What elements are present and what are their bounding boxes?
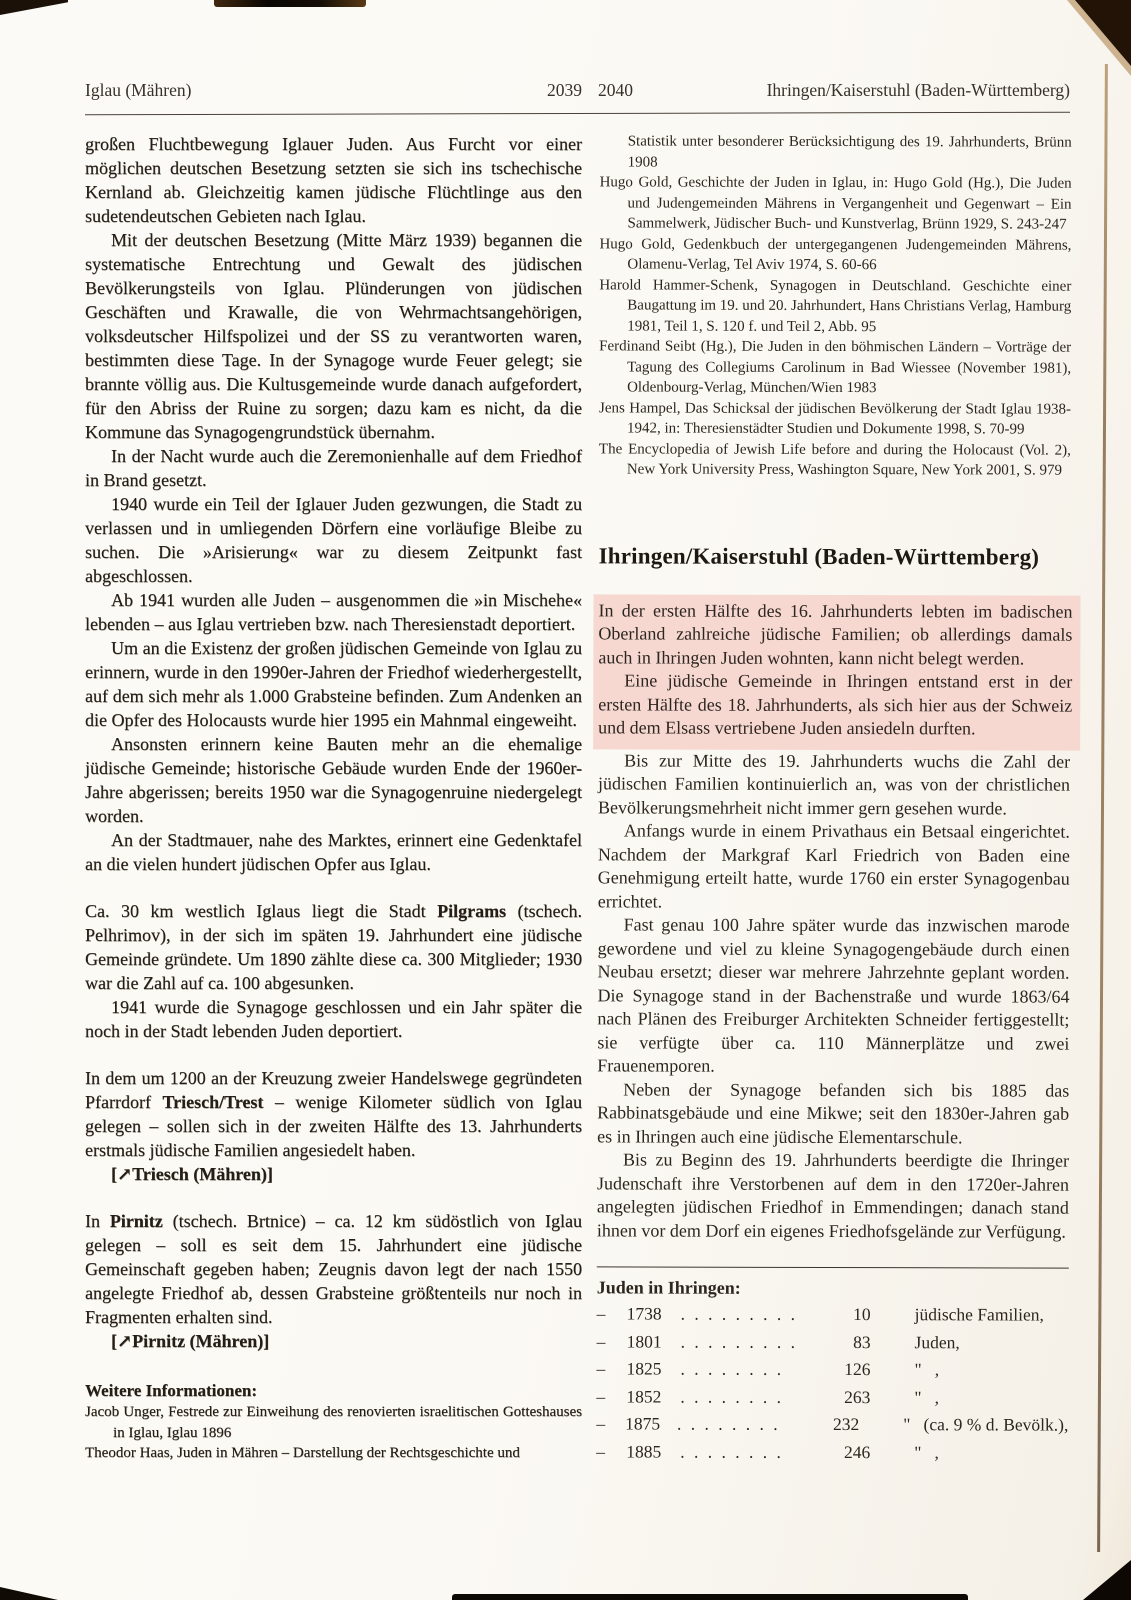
bibliography-entry: Jacob Unger, Festrede zur Einweihung des renovierten israelitischen Gotteshauses in Iglau, Iglau 1896 (85, 1404, 582, 1441)
paragraph: Bis zu Beginn des 19. Jahrhunderts beerdigte die Ihringer Judenschaft ihre Verstorbenen auf dem in den 1720er-Jahren angelegten jüdischen Friedhof in Emmendingen; danach stand ihnen vor dem Dorf ein eigenes Friedhofsgelände zur Verfügung. (596, 1149, 1070, 1242)
page-number-left: 2039 (547, 80, 582, 100)
paragraph-text: In dem um 1200 an der Kreuzung zweier Handelswege gegründeten Pfarrdorf (85, 1068, 582, 1112)
running-head (85, 80, 1070, 101)
running-head-right (598, 80, 1070, 101)
stats-year: 1801 (626, 1330, 662, 1352)
column-right (596, 131, 1071, 1466)
stats-note: jüdische Familien, (914, 1304, 1044, 1325)
stats-count: 246 (844, 1441, 871, 1462)
stats-dash: – (596, 1303, 606, 1324)
stats-note: " , (914, 1386, 940, 1407)
highlighted-paragraph: Eine jüdische Gemeinde in Ihringen entstand erst in der ersten Hälfte des 18. Jahrhunderts, als sich hier aus der Schweiz und dem Elsass vertriebene Juden ansiedeln durften. (598, 670, 1073, 739)
bibliography-entry-continuation: Statistik unter besonderer Berücksichtigung des 19. Jahrhunderts, Brünn 1908 (627, 133, 1072, 171)
header-rule (85, 112, 1070, 116)
stats-leader: . . . . . . . . (676, 1413, 781, 1434)
paragraph-pirnitz (85, 1209, 582, 1329)
stats-note: " , (914, 1359, 940, 1380)
stats-year: 1738 (626, 1303, 662, 1324)
bibliography-entry: Hugo Gold, Geschichte der Juden in Iglau, in: Hugo Gold (Hg.), Die Juden und Judengemeinden Mährens in Vergangenheit und Gegenwart – Ein Sammelwerk, Jüdischer Buch- und Kunstverlag, Brünn 1929, S. 243-247 (599, 174, 1072, 233)
running-head-left (85, 80, 582, 101)
stats-title: Juden in Ihringen: (596, 1277, 741, 1298)
page-number-right: 2040 (598, 80, 633, 100)
stats-row (596, 1383, 1068, 1412)
stats-leader: . . . . . . . . (680, 1441, 784, 1462)
scan-artifact-bottom-left (0, 1587, 58, 1600)
scan-artifact-top-left (0, 0, 68, 15)
paragraph: Fast genau 100 Jahre später wurde das inzwischen marode gewordene und viel zu kleine Synagogengebäude durch einen Neubau ersetzt; dieser war mehrere Jahrzehnte geplant worden. Die Synagoge stand in der Bachenstraße und wurde 1863/64 nach Plänen des Freiburger Architekten Schneider fertiggestellt; sie verfügte über ca. 110 Männerplätze und zwei Frauenemporen. (597, 914, 1070, 1076)
stats-count: 126 (844, 1359, 871, 1380)
stats-row (596, 1410, 1068, 1439)
stats-leader: . . . . . . . . (680, 1358, 784, 1379)
more-info-heading: Weitere Informationen: (85, 1381, 258, 1400)
running-head-right-title: Ihringen/Kaiserstuhl (Baden-Württemberg) (766, 80, 1070, 100)
stats-block (596, 1266, 1069, 1466)
stats-row (596, 1438, 1068, 1467)
entry-term: Pirnitz (109, 1211, 163, 1231)
paragraph: Ansonsten erinnern keine Bauten mehr an die ehemalige jüdische Gemeinde; historische Gebäude wurden Ende der 1960er-Jahre abgerissen; bereits 1950 war die Synagogenruine niedergelegt worden. (85, 734, 582, 826)
stats-count: 232 (832, 1413, 860, 1435)
scan-artifact-bottom-bar (452, 1594, 968, 1600)
scan-artifact-top-bar (214, 0, 366, 7)
running-head-left-title: Iglau (Mähren) (85, 80, 192, 100)
paragraph-text: Ca. 30 km westlich Iglaus liegt die Stadt (85, 901, 438, 921)
stats-dash: – (596, 1358, 606, 1379)
stats-dash: – (596, 1385, 606, 1406)
paragraph-text: (tschech. Brtnice) – ca. 12 km südöstlich von Iglau gelegen – soll es seit dem 15. Jahrhundert eine jüdische Gemeinschaft gegeben haben; Zeugnis davon legt der nach 1550 angelegte Friedhof ab, dessen Grabsteine größtenteils nur noch in Fragmenten erhalten sind. (85, 1211, 582, 1327)
stats-dash: – (596, 1330, 606, 1351)
stats-dash: – (596, 1413, 606, 1434)
stats-year: 1875 (625, 1413, 661, 1434)
paragraph: An der Stadtmauer, nahe des Marktes, erinnert eine Gedenktafel an die vielen hundert jüdischen Opfer aus Iglau. (85, 830, 582, 874)
stats-note: " (ca. 9 % d. Bevölk.), (903, 1414, 1069, 1435)
entry-term: Triesch/Trest (162, 1092, 264, 1112)
paragraph: Um an die Existenz der großen jüdischen Gemeinde von Iglau zu erinnern, wurde in den 1990er-Jahren der Friedhof wiederhergestellt, auf dem sich mehr als 1.000 Grabsteine befinden. Zum Andenken an die Opfer des Holocausts wurde hier 1995 ein Mahnmal eingeweiht. (85, 638, 582, 730)
bibliography-entry: The Encyclopedia of Jewish Life before and during the Holocaust (Vol. 2), New York University Press, Washington Square, New York 2001, S. 979 (598, 440, 1071, 479)
stats-count: 263 (844, 1386, 871, 1407)
paragraph: großen Fluchtbewegung Iglauer Juden. Aus Furcht vor einer möglichen deutschen Besetzung setzten sie sich ins tschechische Kernland ab. Gleichzeitig kamen jüdische Flüchtlinge aus den sudetendeutschen Gebieten nach Iglau. (85, 134, 582, 226)
scan-artifact-top-right-glow (1067, 0, 1131, 76)
bibliography-entry: Theodor Haas, Juden in Mähren – Darstellung der Rechtsgeschichte und (85, 1445, 520, 1461)
stats-leader: . . . . . . . . . (680, 1303, 798, 1324)
stats-dash: – (596, 1440, 606, 1461)
highlighted-paragraph: In der ersten Hälfte des 16. Jahrhunderts lebten im badischen Oberland zahlreiche jüdische Familien; ob allerdings damals auch in Ihringen Juden wohnten, kann nicht belegt werden. (598, 599, 1073, 668)
stats-row (597, 1300, 1069, 1329)
cross-reference-pirnitz: [↗Pirnitz (Mähren)] (111, 1331, 270, 1351)
scan-artifact-top-right (1075, 0, 1131, 66)
paragraph: Anfangs wurde in einem Privathaus ein Betsaal eingerichtet. Nachdem der Markgraf Karl Friedrich von Baden eine Genehmigung erteilt hatte, wurde 1760 ein erster Synagogenbau errichtet. (597, 820, 1070, 912)
stats-count: 10 (853, 1304, 871, 1325)
stats-leader: . . . . . . . . (680, 1386, 784, 1407)
column-left (85, 132, 582, 1464)
paragraph: 1940 wurde ein Teil der Iglauer Juden gezwungen, die Stadt zu verlassen und in umliegenden Dörfern eine vorläufige Bleibe zu suchen. Die »Arisierung« war zu diesem Zeitpunkt fast abgeschlossen. (85, 494, 582, 586)
stats-note: " , (914, 1441, 939, 1462)
stats-row (597, 1328, 1069, 1357)
paragraph: Ab 1941 wurden alle Juden – ausgenommen die »in Mischehe« lebenden – aus Iglau vertrieben bzw. nach Theresienstadt deportiert. (85, 590, 582, 634)
paragraph-triesch (85, 1066, 582, 1162)
entry-term: Pilgrams (437, 901, 507, 921)
stats-leader: . . . . . . . . . (680, 1331, 798, 1352)
paragraph-text: In (85, 1211, 110, 1231)
bibliography-entry: Harold Hammer-Schenk, Synagogen in Deutschland. Geschichte einer Baugattung im 19. und 20. Jahrhundert, Hans Christians Verlag, Hamburg 1981, Teil 1, S. 120 f. und Teil 2, Abb. 95 (599, 276, 1072, 335)
stats-year: 1825 (626, 1358, 662, 1379)
paragraph-text: (tschech. Pelhrimov), in der sich im späten 19. Jahrhundert eine jüdische Gemeinde gründete. Um 1890 zählte diese ca. 300 Mitglieder; 1930 war die Zahl auf ca. 100 abgesunken. (85, 901, 582, 993)
paragraph: 1941 wurde die Synagoge geschlossen und ein Jahr später die noch in der Stadt lebenden Juden deportiert. (85, 997, 582, 1041)
bibliography-entry: Ferdinand Seibt (Hg.), Die Juden in den böhmischen Ländern – Vorträge der Tagung des Collegiums Carolinum in Bad Wiessee (November 1981), Oldenbourg-Verlag, München/Wien 1983 (599, 338, 1072, 397)
scan-artifact-page-edge (1097, 64, 1107, 1552)
paragraph: In der Nacht wurde auch die Zeremonienhalle auf dem Friedhof in Brand gesetzt. (85, 446, 582, 490)
section-heading: Ihringen/Kaiserstuhl (Baden-Württemberg) (598, 542, 1040, 570)
paragraph: Neben der Synagoge befanden sich bis 1885 das Rabbinatsgebäude und eine Mikwe; seit den 1830er-Jahren gab es in Ihringen auch eine jüdische Elementarschule. (597, 1078, 1070, 1147)
paragraph: Bis zur Mitte des 19. Jahrhunderts wuchs die Zahl der jüdischen Familien kontinuierlich an, was von der christlichen Bevölkerungsmehrheit nicht immer gern gesehen wurde. (597, 749, 1071, 818)
stats-year: 1852 (626, 1385, 662, 1407)
cross-reference-triesch: [↗Triesch (Mähren)] (111, 1164, 273, 1184)
stats-year: 1885 (626, 1440, 662, 1462)
paragraph-pilgrams (85, 899, 582, 995)
paragraph-text: – wenige Kilometer südlich von Iglau gelegen – sollen sich in der zweiten Hälfte des 13. Jahrhunderts erstmals jüdische Familien angesiedelt haben. (85, 1092, 582, 1160)
scan-artifact-bottom-right (1083, 1560, 1131, 1600)
stats-row (596, 1355, 1068, 1384)
highlight-block (593, 594, 1080, 750)
bibliography-entry: Hugo Gold, Gedenkbuch der untergegangenen Judengemeinden Mährens, Olamenu-Verlag, Tel Aviv 1974, S. 60-66 (599, 235, 1072, 274)
stats-count: 83 (853, 1331, 871, 1352)
bibliography-entry: Jens Hampel, Das Schicksal der jüdischen Bevölkerung der Stadt Iglau 1938-1942, in: Theresienstädter Studien und Dokumente 1998, S. 70-99 (599, 399, 1072, 438)
stats-note: Juden, (914, 1331, 960, 1352)
paragraph: Mit der deutschen Besetzung (Mitte März 1939) begannen die systematische Entrechtung und Gewalt des jüdischen Bevölkerungsteils von Iglau. Plünderungen von jüdischen Geschäften und Krawalle, die von Wehrmachtsangehörigen, volksdeutscher Hilfspolizei und der SS zu verantworten waren, bestimmten diese Tage. In der Synagoge wurde Feuer gelegt; sie brannte völlig aus. Die Kultusgemeinde wurde danach aufgefordert, für den Abriss der Ruine zu sorgen; dazu kam es nicht, da die Kommune das Synagogengrundstück übernahm. (85, 230, 582, 442)
